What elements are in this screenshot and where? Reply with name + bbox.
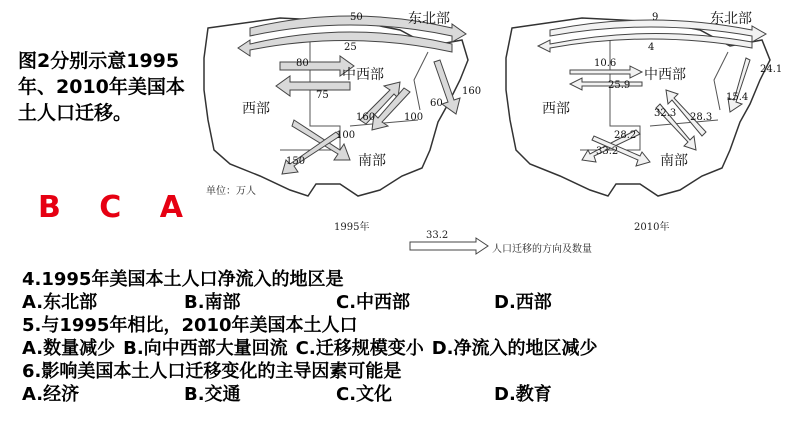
- flow-value: 33.2: [596, 146, 619, 157]
- region-south-1995: 南部: [358, 153, 386, 169]
- flow-value: 15.4: [726, 92, 749, 103]
- question-stem: 4.1995年美国本土人口净流入的地区是: [22, 269, 344, 290]
- legend-arrow: [410, 238, 488, 254]
- region-west-1995: 西部: [242, 101, 270, 117]
- region-west-2010: 西部: [542, 101, 570, 117]
- flow-value: 100: [404, 112, 424, 123]
- option-b[interactable]: B.南部: [184, 292, 241, 313]
- option-row: [22, 291, 782, 314]
- flow-value: 150: [286, 156, 306, 167]
- flow-arrow: [728, 58, 750, 112]
- option-c[interactable]: C.中西部: [336, 292, 411, 313]
- flow-arrow: [282, 132, 340, 174]
- flow-value: 24.1: [760, 64, 783, 75]
- option-c[interactable]: C.文化: [336, 384, 393, 405]
- flow-arrows-1995: [238, 16, 466, 174]
- flow-value: 160: [356, 112, 376, 123]
- flow-value: 80: [296, 58, 309, 69]
- option-row: [22, 383, 782, 406]
- flow-value: 25.9: [608, 80, 631, 91]
- flow-arrow: [276, 76, 350, 96]
- migration-maps: [190, 0, 794, 265]
- flow-value: 4: [648, 42, 655, 53]
- flow-value: 50: [350, 12, 363, 23]
- region-midwest-1995: 中西部: [342, 67, 384, 83]
- flow-arrow: [538, 33, 752, 52]
- option-a[interactable]: A.经济: [22, 384, 80, 405]
- flow-value: 75: [316, 90, 329, 101]
- maps-svg: [190, 0, 794, 265]
- option-c[interactable]: C.迁移规模变小: [295, 338, 424, 359]
- flow-value: 32.3: [654, 108, 677, 119]
- questions: [22, 268, 782, 406]
- option-b[interactable]: B.向中西部大量回流: [123, 338, 288, 359]
- option-a[interactable]: A.数量减少: [22, 338, 116, 359]
- option-row: [22, 337, 782, 360]
- flow-value: 25: [344, 42, 357, 53]
- flow-value: 60: [430, 98, 443, 109]
- year-label-2010: 2010年: [634, 222, 670, 233]
- legend-value: 33.2: [426, 230, 449, 241]
- answer-key: B C A: [38, 190, 197, 225]
- legend-label: 人口迁移的方向及数量: [492, 244, 592, 255]
- region-northeast-2010: 东北部: [710, 11, 752, 27]
- option-d[interactable]: D.西部: [494, 292, 552, 313]
- flow-value: 28.2: [614, 130, 637, 141]
- flow-value: 9: [652, 12, 659, 23]
- question-stem: 5.与1995年相比，2010年美国本土人口: [22, 315, 358, 336]
- flow-arrow: [570, 78, 642, 90]
- region-midwest-2010: 中西部: [644, 67, 686, 83]
- question-stem: 6.影响美国本土人口迁移变化的主导因素可能是: [22, 361, 402, 382]
- region-northeast-1995: 东北部: [408, 11, 450, 27]
- option-d[interactable]: D.净流入的地区减少: [431, 338, 598, 359]
- option-b[interactable]: B.交通: [184, 384, 241, 405]
- flow-value: 28.3: [690, 112, 713, 123]
- year-label-1995: 1995年: [334, 222, 370, 233]
- intro-text: 图2分别示意1995年、2010年美国本土人口迁移。: [18, 50, 185, 124]
- option-d[interactable]: D.教育: [494, 384, 552, 405]
- flow-value: 160: [462, 86, 482, 97]
- flow-value: 10.6: [594, 58, 617, 69]
- option-a[interactable]: A.东北部: [22, 292, 98, 313]
- flow-value: 100: [336, 130, 356, 141]
- unit-label: 单位：万人: [206, 186, 256, 197]
- region-south-2010: 南部: [660, 153, 688, 169]
